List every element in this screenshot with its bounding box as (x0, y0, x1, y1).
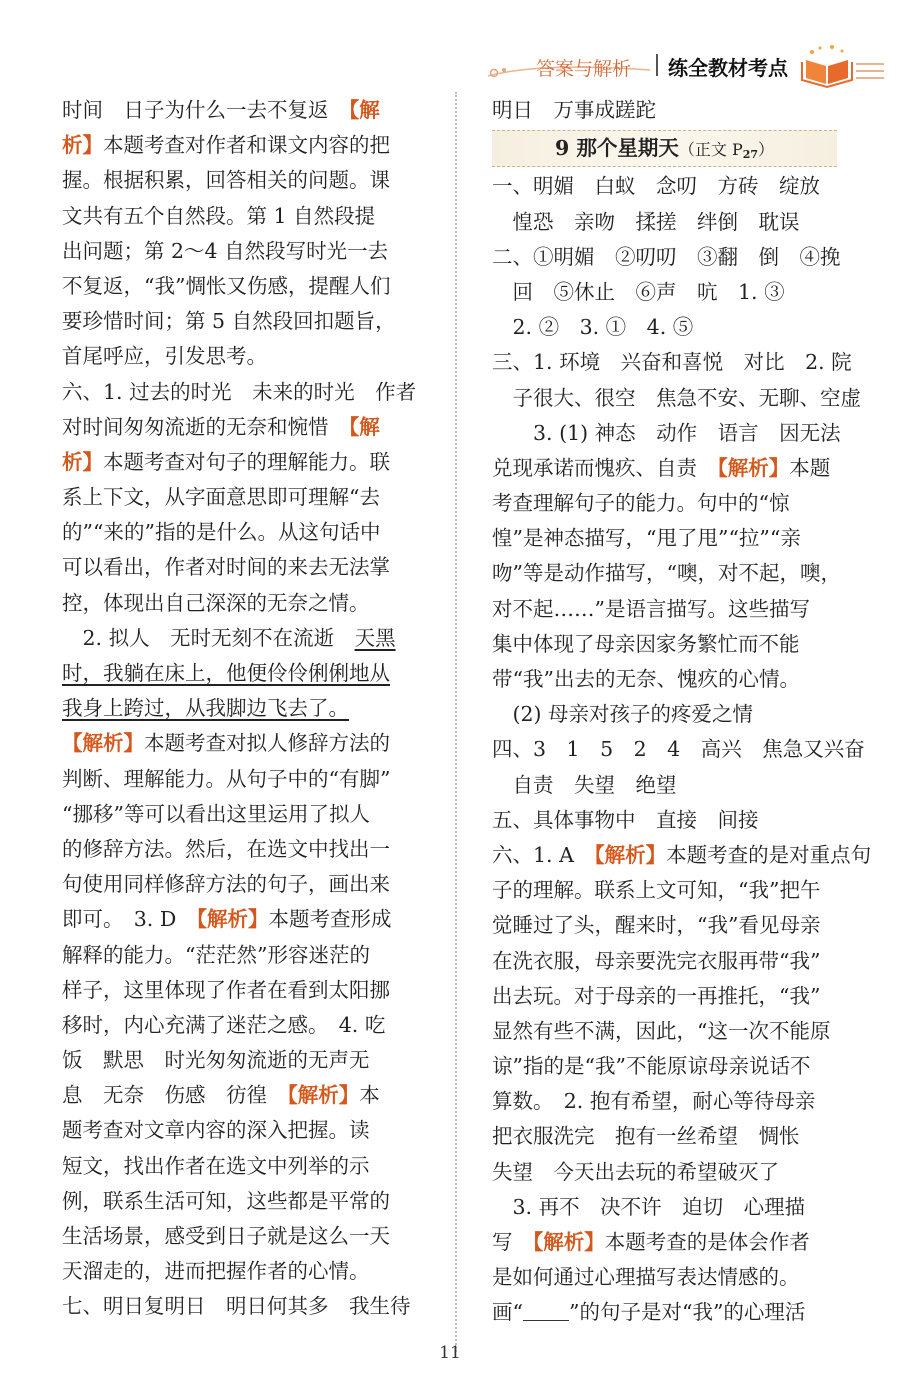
answer-text: 算数。 2. 抱有希望，耐心等待母亲 (492, 1089, 816, 1114)
answer-line (492, 345, 852, 380)
page-header (480, 40, 890, 90)
answer-line (492, 592, 837, 627)
answer-text: 样子，这里体现了作者在看到太阳挪 (62, 977, 390, 1002)
answer-line (62, 867, 434, 902)
answer-line (62, 128, 434, 163)
answer-text: 写 (492, 1230, 533, 1254)
answer-line (62, 550, 434, 585)
answer-text: 句使用同样修辞方法的句子，画出来 (62, 872, 390, 897)
answer-text: 3. 再不 决不许 迫切 心理描 (492, 1194, 806, 1219)
answer-text: 回 ⑤休止 ⑥声 吭 1. ③ (492, 279, 785, 304)
answer-line (62, 234, 434, 269)
answer-line (492, 1295, 837, 1330)
answer-text: 2. 拟人 无时无刻不在流逝 (62, 625, 355, 650)
answer-line (62, 304, 434, 339)
answer-text: 本题 (789, 455, 831, 480)
answer-line (62, 656, 434, 691)
answer-text: 画“ (492, 1300, 523, 1325)
answer-text: 子很大、很空 焦急不安、无聊、空虚 (492, 385, 861, 410)
answer-text: 天溜走的，进而把握作者的心情。 (62, 1259, 370, 1284)
answer-line (492, 768, 837, 803)
answer-text: 饭 默思 时光匆匆流逝的无声无 (62, 1048, 370, 1073)
answer-text: 显然有些不满，因此，“这一次不能原 (492, 1018, 831, 1043)
answer-text: 把衣服洗完 抱有一丝希望 惆怅 (492, 1124, 800, 1149)
answer-text: 本 (359, 1083, 380, 1108)
analysis-tag: 【解析】 (594, 842, 667, 867)
answer-line (62, 832, 434, 867)
answer-line (492, 1225, 837, 1260)
answer-line (62, 1078, 434, 1113)
answer-text: 例，联系生活可知，这些都是平常的 (62, 1188, 390, 1213)
answer-text: 本题考查对作者和课文内容的把 (103, 133, 390, 158)
answer-text: 惶恐 亲吻 揉搓 绊倒 耽误 (492, 209, 800, 234)
underline-blank (523, 1300, 569, 1321)
answer-line (62, 269, 434, 304)
answer-text: 短文，找出作者在选文中列举的示 (62, 1153, 370, 1178)
answer-text: 控，体现出自己深深的无奈之情。 (62, 590, 370, 615)
answer-text: 出去玩。对于母亲的一再推托，“我” (492, 983, 821, 1008)
answer-text: 本题考查的是体会作者 (604, 1230, 810, 1254)
answer-text: 对不起……”是语言描写。这些描写 (492, 596, 810, 621)
answer-text: 吻”等是动作描写，“噢，对不起，噢， (492, 561, 841, 586)
answer-line (62, 1289, 434, 1324)
answer-line (492, 908, 837, 943)
left-answer-column (62, 93, 434, 1325)
analysis-tag: 析】 (62, 133, 103, 158)
answer-text: 对时间匆匆流逝的无奈和惋惜 (62, 414, 349, 439)
answer-line (492, 979, 837, 1014)
analysis-tag: 【解析】 (62, 731, 144, 756)
answer-text: 我身上跨过，从我脚边飞去了。 (62, 696, 349, 721)
analysis-tag: 【解析】 (287, 1083, 360, 1108)
header-book-title: 练全教材考点 (668, 56, 788, 80)
answer-text: 移时，内心充满了迷茫之感。 4. 吃 (62, 1012, 386, 1037)
analysis-tag: 【解析】 (717, 455, 790, 480)
answer-line (62, 339, 434, 374)
answer-text: 首尾呼应，引发思考。 (62, 344, 267, 369)
answer-text: 二、①明媚 ②叨叨 ③翻 倒 ④挽 (492, 244, 841, 269)
answer-line (62, 762, 434, 797)
answer-text: 子的理解。联系上文可知，“我”把午 (492, 878, 821, 903)
answer-line (62, 410, 434, 445)
lesson-title-src: （正文 P (678, 140, 743, 160)
answer-text: 解释的能力。“茫茫然”形容迷茫的 (62, 942, 370, 967)
analysis-tag: 【解析】 (533, 1230, 605, 1254)
answer-line (492, 451, 837, 486)
answer-text: 失望 今天出去玩的希望破灭了 (492, 1159, 779, 1184)
answer-text: “挪移”等可以看出这里运用了拟人 (62, 801, 370, 826)
analysis-tag: 【解析】 (196, 907, 269, 932)
answer-text: 五、具体事物中 直接 间接 (492, 807, 759, 832)
lesson-title-end: ） (758, 140, 775, 160)
answer-text: 三、1. 环境 兴奋和喜悦 对比 2. 院 (492, 350, 852, 375)
answer-text: 考查理解句子的能力。句中的“惊 (492, 491, 790, 516)
answer-line (492, 944, 837, 979)
answer-text: 不复返，“我”惆怅又伤感，提醒人们 (62, 273, 391, 298)
answer-line (492, 803, 837, 838)
answer-line (62, 93, 434, 128)
column-divider (455, 92, 457, 1352)
lesson-title-name: 那个星期天 (576, 136, 679, 161)
answer-text: 的”“来的”指的是什么。从这句话中 (62, 520, 381, 545)
answer-text: 时，我躺在床上，他便伶伶俐俐地从 (62, 661, 390, 685)
answer-text: 的修辞方法。然后，在选文中找出一 (62, 836, 390, 861)
answer-text: 四、3 1 5 2 4 高兴 焦急又兴奋 (492, 737, 865, 762)
answer-line (492, 1014, 837, 1049)
answer-line (492, 732, 865, 767)
answer-line (492, 1155, 837, 1190)
answer-text: 本题考查对句子的理解能力。联 (103, 449, 390, 474)
analysis-tag: 【解 (349, 98, 380, 122)
answer-text: 谅”指的是“我”不能原谅母亲说话不 (492, 1054, 811, 1079)
answer-line (62, 375, 434, 410)
answer-text: 天黑 (354, 625, 396, 650)
answer-text: 要珍惜时间；第 5 自然段回扣题旨， (62, 309, 396, 334)
answer-line (492, 416, 841, 451)
answer-line (62, 586, 434, 621)
answer-text: 兑现承诺而愧疚、自责 (492, 455, 718, 480)
answer-line (62, 1184, 434, 1219)
answer-text: 在洗衣服，母亲要洗完衣服再带“我” (492, 948, 821, 973)
answer-line (492, 1119, 837, 1154)
answer-text: 判断、理解能力。从句子中的“有脚” (62, 766, 391, 791)
answer-line (62, 1219, 434, 1254)
answer-line (62, 1149, 434, 1184)
answer-text: 本题考查的是对重点句 (666, 842, 872, 867)
answer-line (492, 838, 872, 873)
answer-text: (2) 母亲对孩子的疼爱之情 (492, 702, 754, 727)
answer-line (62, 1113, 434, 1148)
answer-line (492, 1190, 837, 1225)
lesson-title (492, 130, 837, 167)
answer-line (492, 521, 837, 556)
open-book-icon (798, 44, 888, 90)
answer-text: 是如何通过心理描写表达情感的。 (492, 1265, 800, 1290)
answer-line (492, 556, 841, 591)
answer-text: ”的句子是对“我”的心理活 (568, 1300, 806, 1325)
answer-line (62, 445, 434, 480)
answer-text: 即可。 3. D (62, 907, 197, 932)
answer-line (492, 169, 837, 204)
answer-line (492, 275, 837, 310)
answer-text: 文共有五个自然段。第 1 自然段提 (62, 203, 376, 228)
answer-line (492, 381, 861, 416)
answer-line (62, 902, 434, 937)
analysis-tag: 【解 (349, 414, 380, 439)
header-section-label: 答案与解析 (536, 58, 632, 80)
answer-line (492, 310, 837, 345)
answer-line (62, 691, 434, 726)
answer-line (492, 240, 841, 275)
answer-text: 2. ② 3. ① 4. ⑤ (492, 315, 694, 340)
answer-text: 本题考查对拟人修辞方法的 (144, 731, 390, 756)
answer-line (62, 973, 434, 1008)
answer-line (492, 1260, 837, 1295)
answer-text: 生活场景，感受到日子就是这么一天 (62, 1224, 390, 1248)
answer-text: 息 无奈 伤感 彷徨 (62, 1083, 288, 1108)
answer-line (492, 93, 837, 128)
answer-line (62, 797, 434, 832)
answer-line (62, 199, 434, 234)
answer-text: 集中体现了母亲因家务繁忙而不能 (492, 631, 800, 656)
answer-text: 带“我”出去的无奈、愧疚的心情。 (492, 667, 800, 691)
answer-line (62, 621, 434, 656)
answer-line (62, 515, 434, 550)
answer-line (492, 662, 837, 697)
answer-line (62, 163, 434, 198)
answer-text: 六、1. A (492, 842, 595, 867)
answer-text: 时间 日子为什么一去不复返 (62, 98, 349, 122)
answer-line (62, 726, 434, 761)
answer-line (62, 480, 434, 515)
answer-line (62, 938, 434, 973)
answer-line (492, 697, 837, 732)
answer-line (492, 1084, 837, 1119)
lesson-title-num: 9 (554, 136, 577, 161)
lesson-title-sub: 27 (742, 148, 759, 162)
answer-text: 出问题；第 2～4 自然段写时光一去 (62, 238, 389, 263)
answer-text: 本题考查形成 (268, 907, 392, 932)
answer-text: 握。根据积累，回答相关的问题。课 (62, 168, 390, 193)
right-answer-column (492, 93, 872, 1331)
answer-line (62, 1008, 434, 1043)
answer-line (62, 1254, 434, 1289)
answer-text: 系上下文，从字面意思即可理解“去 (62, 485, 380, 510)
answer-text: 七、明日复明日 明日何其多 我生待 (62, 1294, 411, 1319)
answer-text: 自责 失望 绝望 (492, 772, 677, 797)
header-divider (656, 54, 658, 76)
answer-text: 觉睡过了头，醒来时，“我”看见母亲 (492, 913, 821, 938)
answer-text: 题考查对文章内容的深入把握。读 (62, 1118, 370, 1143)
answer-line (492, 1049, 837, 1084)
answer-text: 明日 万事成蹉跎 (492, 98, 656, 122)
answer-line (492, 486, 837, 521)
page-number: 11 (439, 1343, 461, 1363)
answer-line (62, 1043, 434, 1078)
answer-text: 可以看出，作者对时间的来去无法掌 (62, 555, 390, 580)
answer-text: 惶”是神态描写，“甩了甩”“拉”“亲 (492, 526, 801, 551)
answer-line (492, 205, 837, 240)
answer-text: 3. (1) 神态 动作 语言 因无法 (492, 420, 841, 445)
answer-text: 六、1. 过去的时光 未来的时光 作者 (62, 379, 417, 404)
analysis-tag: 析】 (62, 449, 103, 474)
answer-line (492, 627, 837, 662)
answer-text: 一、明媚 白蚁 念叨 方砖 绽放 (492, 174, 820, 199)
answer-line (492, 873, 837, 908)
